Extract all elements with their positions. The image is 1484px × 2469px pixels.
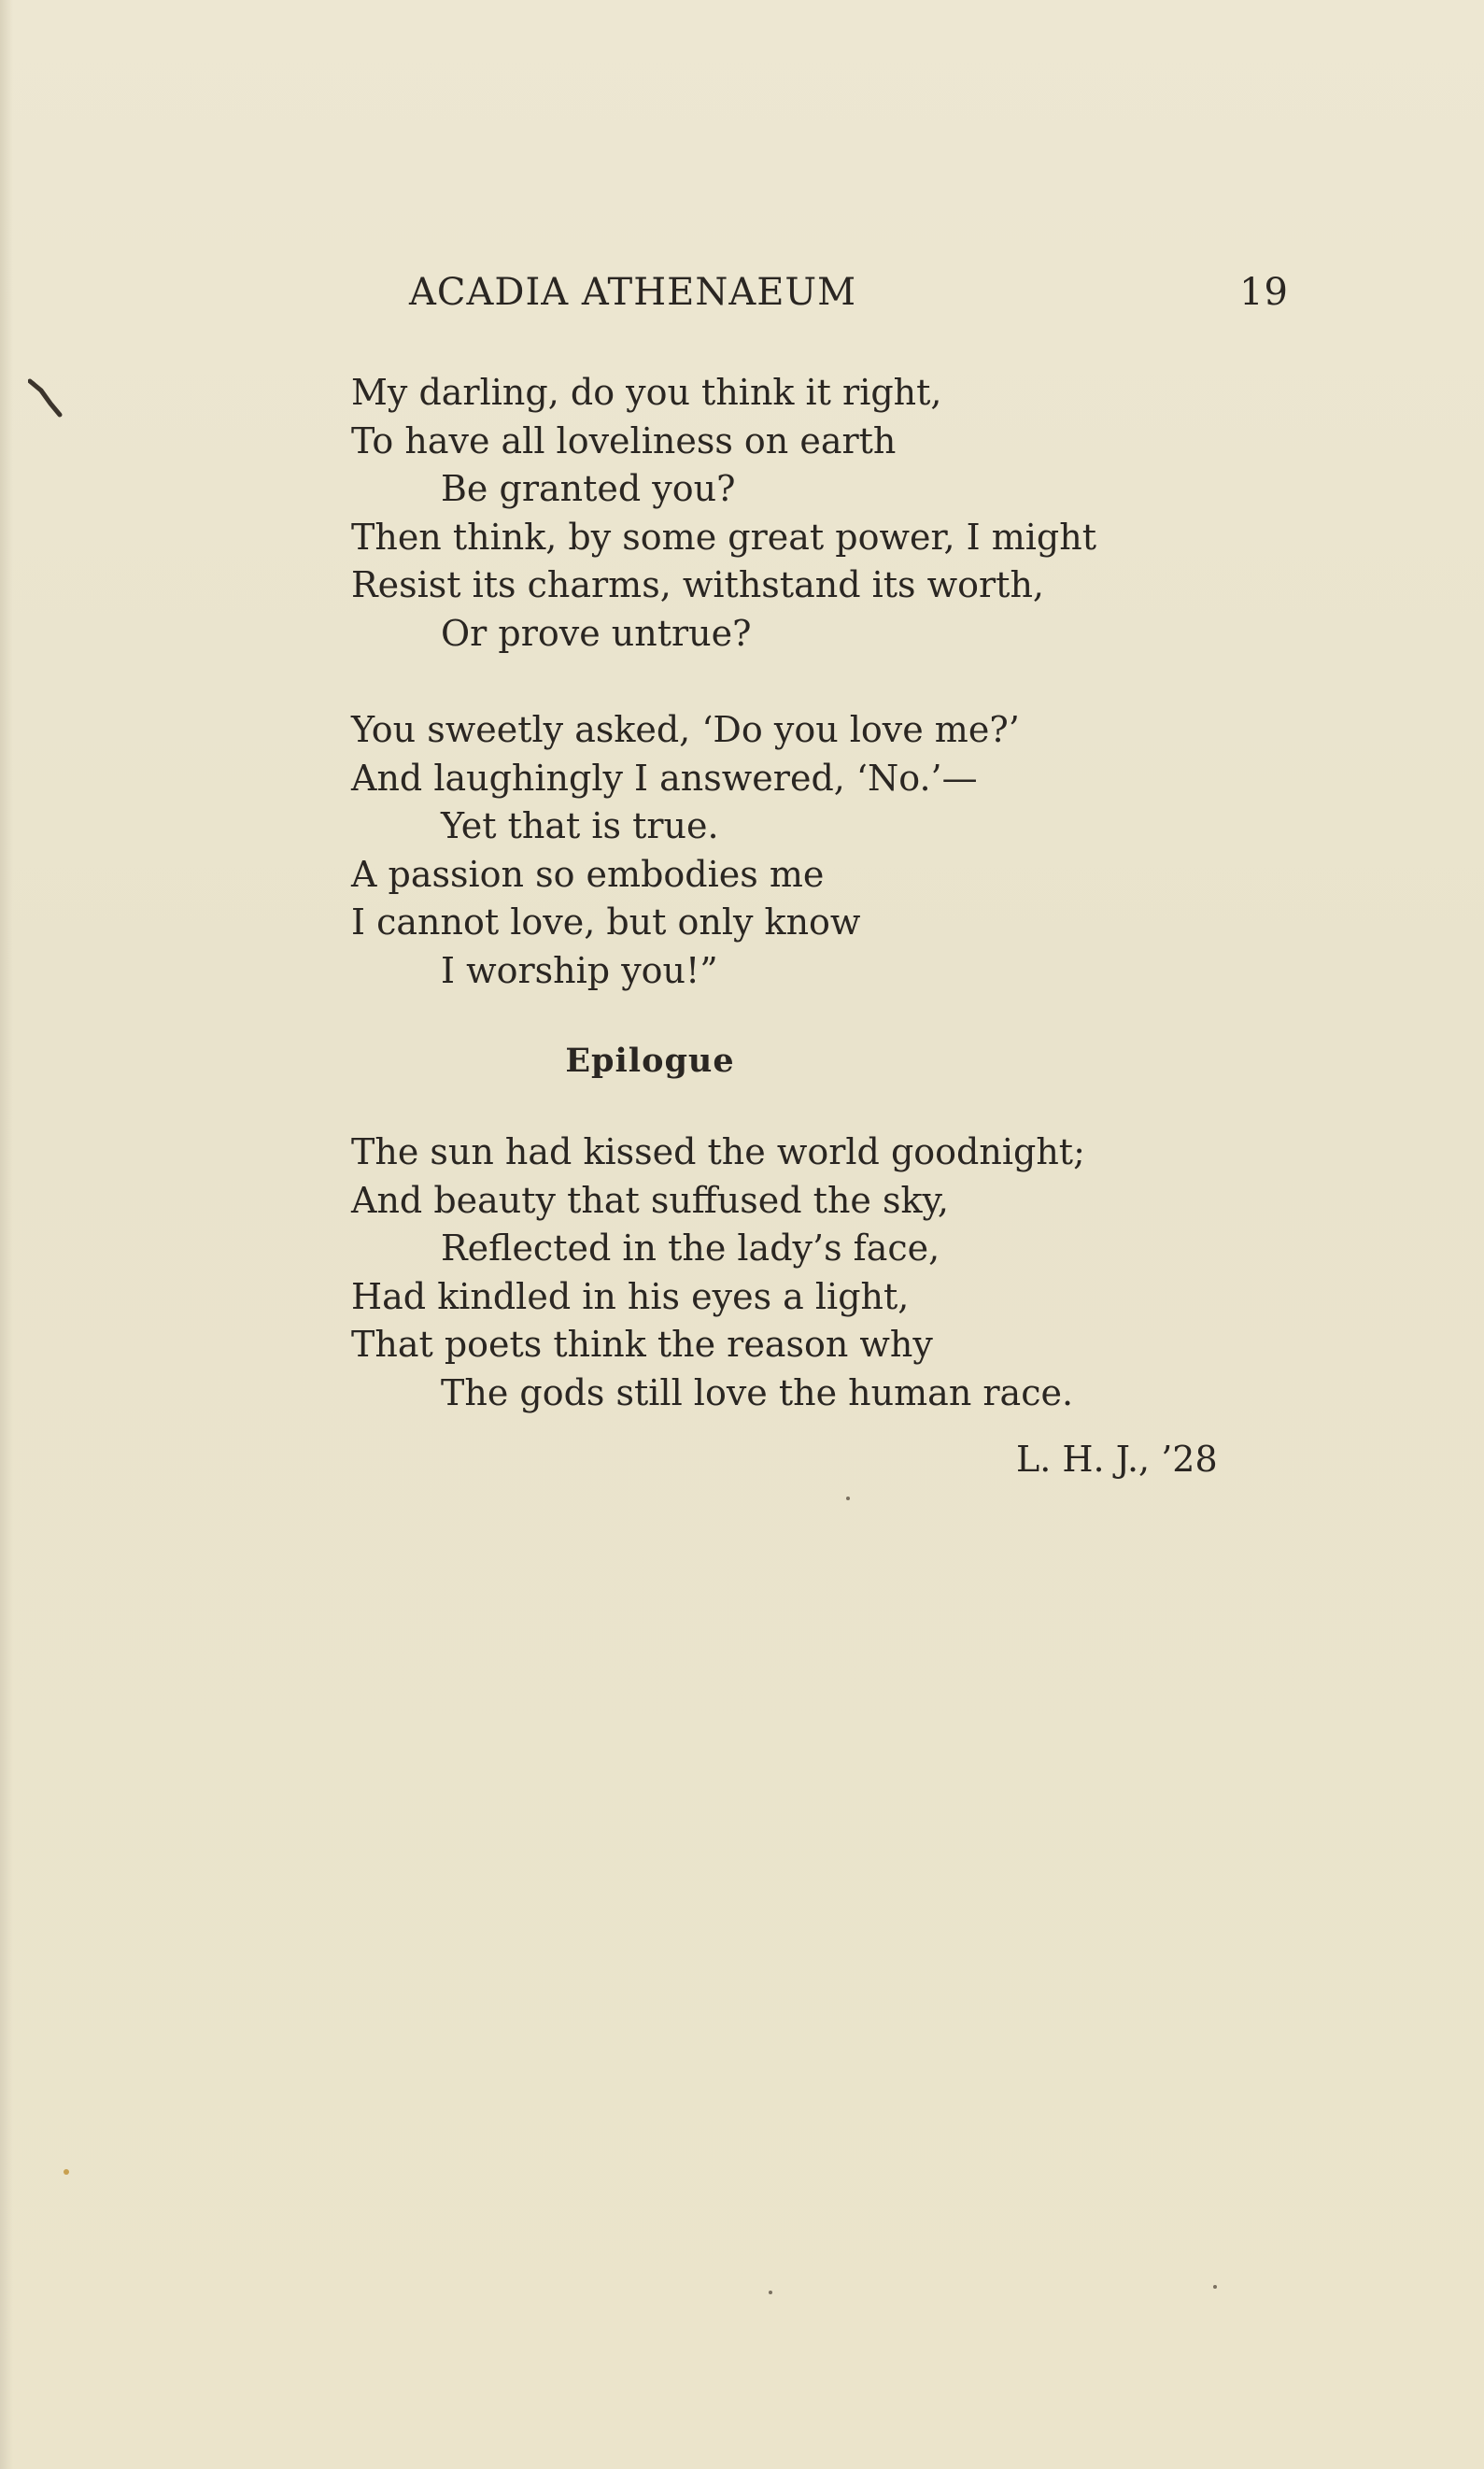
poem-line: The gods still love the human race. <box>441 1371 1074 1413</box>
poem-line: Resist its charms, withstand its worth, <box>351 564 1045 605</box>
poem-line: Or prove untrue? <box>441 612 752 654</box>
poem-line: Reflected in the lady’s face, <box>441 1227 940 1269</box>
epilogue-heading: Epilogue <box>565 1042 735 1080</box>
poem-line: That poets think the reason why <box>351 1324 933 1365</box>
poem-line: Yet that is true. <box>441 805 719 846</box>
paper-speck <box>769 2291 772 2294</box>
paper-speck <box>64 2169 69 2175</box>
paper-speck <box>1213 2285 1217 2289</box>
stanza <box>351 369 1285 658</box>
journal-title: ACADIA ATHENAEUM <box>409 271 857 314</box>
running-header <box>351 271 1289 327</box>
pencil-tick-mark <box>28 377 64 419</box>
poem-line: To have all loveliness on earth <box>351 419 897 461</box>
poem-line: You sweetly asked, ‘Do you love me?’ <box>351 709 1020 750</box>
poem-line: Then think, by some great power, I might <box>351 516 1096 558</box>
page-edge-shadow <box>0 0 13 2469</box>
poem-line: The sun had kissed the world goodnight; <box>351 1131 1085 1172</box>
poem-line: And laughingly I answered, ‘No.’— <box>351 757 978 799</box>
poem-part-one <box>351 369 1285 1043</box>
author-signature: L. H. J., ’28 <box>1016 1439 1218 1480</box>
poem-line: Had kindled in his eyes a light, <box>351 1275 910 1317</box>
poem-line: My darling, do you think it right, <box>351 372 942 413</box>
poem-line: And beauty that suffused the sky, <box>351 1179 950 1221</box>
poem-line: I worship you!” <box>441 949 718 991</box>
page-number: 19 <box>1239 271 1289 314</box>
poem-line: Be granted you? <box>441 468 736 509</box>
poem-line: I cannot love, but only know <box>351 901 861 943</box>
epilogue-poem <box>351 1128 1285 1417</box>
stanza <box>351 706 1285 995</box>
paper-speck <box>846 1497 850 1500</box>
poem-line: A passion so embodies me <box>351 853 825 895</box>
